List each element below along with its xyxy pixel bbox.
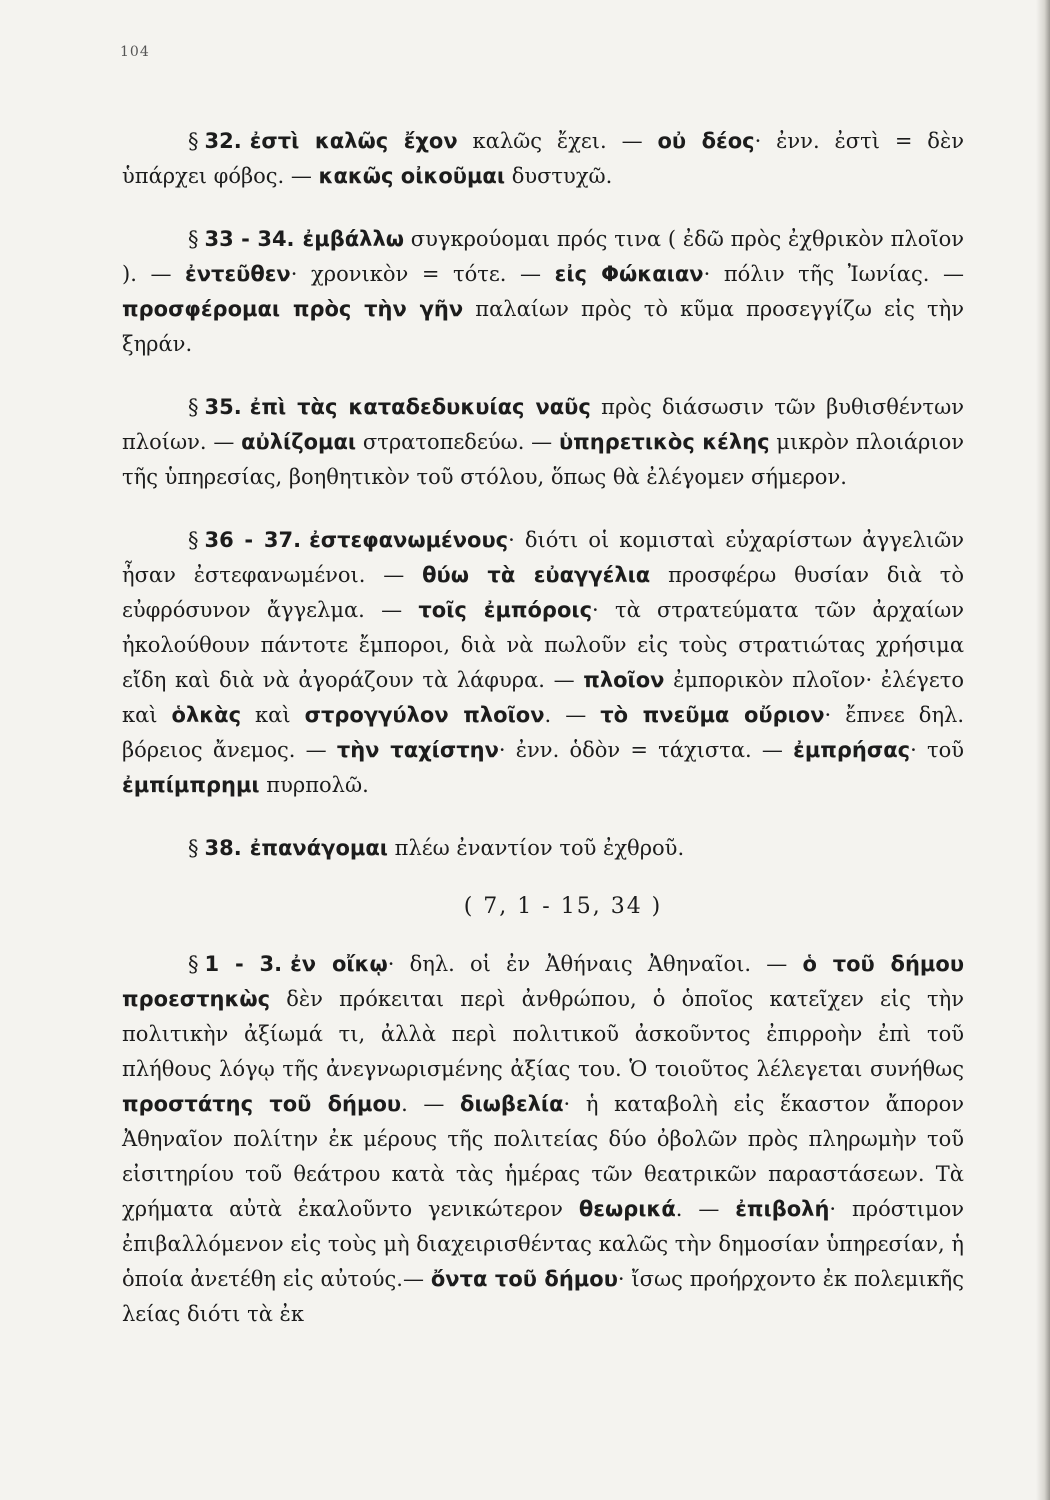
lemma-term: ὄντα τοῦ δήμου — [430, 1267, 618, 1291]
lemma-term: ἐπὶ τὰς καταδεδυκυίας ναῦς — [249, 395, 591, 419]
section-number: 1 - 3. — [204, 952, 283, 976]
gloss-text: στρατοπεδεύω. — — [356, 430, 559, 454]
gloss-text: συγκρούομαι πρός τινα ( ἐδῶ πρὸς ἐχθρικὸν πλοῖον ). — — [122, 227, 965, 286]
page-edge-shadow — [1036, 0, 1050, 1500]
gloss-text: πυρπολῶ. — [259, 773, 369, 797]
commentary-block-1 — [122, 124, 964, 866]
section-number: 38. — [204, 836, 242, 860]
gloss-text: · ἐνν. ἐστὶ = δὲν ὑπάρχει φόβος. — — [122, 129, 964, 188]
lemma-term: στρογγύλον πλοῖον — [304, 703, 545, 727]
section-number: 32. — [204, 129, 242, 153]
gloss-text: πλέω ἐναντίον τοῦ ἐχθροῦ. — [387, 836, 685, 860]
lemma-term: εἰς Φώκαιαν — [554, 262, 704, 286]
lemma-term: πλοῖον — [583, 668, 665, 692]
lemma-term: ἐμπίμπρημι — [122, 773, 260, 797]
gloss-text: καλῶς ἔχει. — — [457, 129, 658, 153]
commentary-paragraph — [122, 124, 964, 194]
section-sign: § — [188, 528, 199, 552]
lemma-term: προσφέρομαι πρὸς τὴν γῆν — [122, 297, 464, 321]
lemma-term: διωβελία — [460, 1092, 564, 1116]
lemma-term: ἐντεῦθεν — [185, 262, 291, 286]
lemma-term: τὴν ταχίστην — [336, 738, 499, 762]
gloss-text: . — — [544, 703, 601, 727]
gloss-text: · χρονικὸν = τότε. — — [290, 262, 555, 286]
lemma-term: ὁλκὰς — [171, 703, 242, 727]
lemma-term: ὑπηρετικὸς κέλης — [558, 430, 770, 454]
gloss-text: ἐμπορικὸν πλοῖον· ἐλέγετο καὶ — [122, 668, 964, 727]
section-number: 35. — [204, 395, 242, 419]
gloss-text: · ἐνν. ὁδὸν = τάχιστα. — — [498, 738, 794, 762]
page-number: 104 — [120, 44, 150, 60]
lemma-term: ἐστὶ καλῶς ἔχον — [249, 129, 458, 153]
section-sign: § — [188, 129, 199, 153]
gloss-text: . — — [401, 1092, 461, 1116]
section-number: 33 - 34. — [204, 227, 295, 251]
section-sign: § — [188, 395, 199, 419]
lemma-term: ἐμβάλλω — [302, 227, 404, 251]
lemma-term: θύω τὰ εὐαγγέλια — [422, 563, 651, 587]
section-sign: § — [188, 952, 199, 976]
lemma-term: ἐν οἴκῳ — [290, 952, 388, 976]
lemma-term: ὁ τοῦ δήμου προεστηκὼς — [122, 952, 964, 1011]
gloss-text: πρὸς διάσωσιν τῶν βυθισθέντων πλοίων. — — [122, 395, 964, 454]
lemma-term: θεωρικά — [578, 1197, 676, 1221]
lemma-term: τὸ πνεῦμα οὔριον — [600, 703, 825, 727]
gloss-text: · πόλιν τῆς Ἰωνίας. — — [703, 262, 964, 286]
gloss-text: δὲν πρόκειται περὶ ἀνθρώπου, ὁ ὁποῖος κατεῖχεν εἰς τὴν πολιτικὴν ἀξίωμά τι, ἀλλὰ περὶ πολιτικοῦ ἀσκοῦντος ἐπιρροὴν ἐπὶ τοῦ πλήθους λόγῳ τῆς ἀνεγνωρισμένης ἀξίας του. Ὁ τοιοῦτος λέλεγεται συνήθως — [122, 987, 964, 1081]
gloss-text: · ἔπνεε δηλ. βόρειος ἄνεμος. — — [122, 703, 965, 762]
commentary-block-2 — [122, 947, 964, 1332]
section-sign: § — [188, 836, 199, 860]
lemma-term: οὐ δέος — [657, 129, 755, 153]
gloss-text: · πρόστιμον ἐπιβαλλόμενον εἰς τοὺς μὴ διαχειρισθέντας καλῶς τὴν δημοσίαν ὑπηρεσίαν, ἡ ὁποία ἀνετέθη εἰς αὐτούς.— — [122, 1197, 965, 1291]
commentary-paragraph — [122, 947, 964, 1332]
passage-reference: ( 7, 1 - 15, 34 ) — [463, 894, 663, 919]
lemma-term: προστάτης τοῦ δήμου — [122, 1092, 402, 1116]
gloss-text: προσφέρω θυσίαν διὰ τὸ εὐφρόσυνον ἄγγελμα. — — [122, 563, 964, 622]
gloss-text: · τοῦ — [910, 738, 964, 762]
section-sign: § — [188, 227, 199, 251]
section-number: 36 - 37. — [204, 528, 302, 552]
lemma-term: αὐλίζομαι — [241, 430, 357, 454]
lemma-term: ἐστεφανωμένους — [309, 528, 509, 552]
gloss-text: · ἴσως προήρχοντο ἐκ πολεμικῆς λείας διότι τὰ ἐκ — [122, 1267, 964, 1326]
lemma-term: τοῖς ἐμπόροις — [418, 598, 593, 622]
commentary-paragraph — [122, 523, 964, 803]
page-body — [122, 124, 964, 1360]
gloss-text: καὶ — [241, 703, 305, 727]
lemma-term: ἐμπρήσας — [793, 738, 911, 762]
gloss-text: · διότι οἱ κομισταὶ εὐχαρίστων ἀγγελιῶν ἦσαν ἐστεφανωμένοι. — — [122, 528, 964, 587]
gloss-text: . — — [675, 1197, 736, 1221]
gloss-text: παλαίων πρὸς τὸ κῦμα προσεγγίζω εἰς τὴν ξηράν. — [122, 297, 965, 356]
lemma-term: ἐπανάγομαι — [249, 836, 388, 860]
gloss-text: · δηλ. οἱ ἐν Ἀθήναις Ἀθηναῖοι. — — [387, 952, 803, 976]
gloss-text: · τὰ στρατεύματα τῶν ἀρχαίων ἠκολούθουν πάντοτε ἔμποροι, διὰ νὰ πωλοῦν εἰς τοὺς στρατιώτας χρήσιμα εἴδη καὶ διὰ νὰ ἀγοράζουν τὰ λάφυρα. — — [122, 598, 964, 692]
lemma-term: κακῶς οἰκοῦμαι — [318, 164, 506, 188]
commentary-paragraph — [122, 390, 964, 495]
lemma-term: ἐπιβολή — [735, 1197, 830, 1221]
commentary-paragraph — [122, 222, 964, 362]
gloss-text: · ἡ καταβολὴ εἰς ἕκαστον ἄπορον Ἀθηναῖον πολίτην ἐκ μέρους τῆς πολιτείας δύο ὀβολῶν πρὸς πληρωμὴν τοῦ εἰσιτηρίου τοῦ θεάτρου κατὰ τὰς ἡμέρας τῶν θεατρικῶν παραστάσεων. Τὰ χρήματα αὐτὰ ἐκαλοῦντο γενικώτερον — [122, 1092, 964, 1221]
gloss-text: μικρὸν πλοιάριον τῆς ὑπηρεσίας, βοηθητικὸν τοῦ στόλου, ὅπως θὰ ἐλέγομεν σήμερον. — [122, 430, 965, 489]
commentary-paragraph — [122, 831, 964, 866]
gloss-text: δυστυχῶ. — [505, 164, 613, 188]
